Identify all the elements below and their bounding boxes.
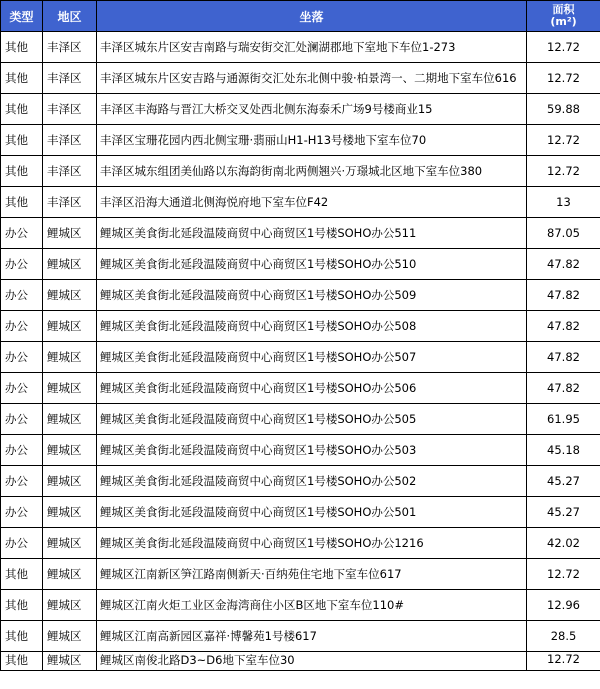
table-row — [1, 32, 600, 63]
cell-region: 鲤城区 — [43, 218, 97, 249]
table-row — [1, 590, 600, 621]
cell-area: 47.82 — [527, 342, 600, 373]
cell-address: 鲤城区美食街北延段温陵商贸中心商贸区1号楼SOHO办公507 — [97, 342, 527, 373]
table-row — [1, 94, 600, 125]
cell-area: 12.96 — [527, 590, 600, 621]
cell-address: 鲤城区美食街北延段温陵商贸中心商贸区1号楼SOHO办公501 — [97, 497, 527, 528]
cell-address: 鲤城区美食街北延段温陵商贸中心商贸区1号楼SOHO办公509 — [97, 280, 527, 311]
cell-address: 鲤城区江南高新园区嘉祥·博馨苑1号楼617 — [97, 621, 527, 652]
cell-address: 鲤城区美食街北延段温陵商贸中心商贸区1号楼SOHO办公502 — [97, 466, 527, 497]
cell-region: 鲤城区 — [43, 280, 97, 311]
cell-type: 其他 — [1, 125, 43, 156]
table-row — [1, 63, 600, 94]
cell-region: 丰泽区 — [43, 156, 97, 187]
cell-area: 47.82 — [527, 280, 600, 311]
cell-type: 办公 — [1, 497, 43, 528]
cell-address: 鲤城区江南新区笋江路南侧新天·百纳苑住宅地下室车位617 — [97, 559, 527, 590]
cell-region: 鲤城区 — [43, 559, 97, 590]
cell-region: 鲤城区 — [43, 590, 97, 621]
table-row — [1, 280, 600, 311]
cell-region: 丰泽区 — [43, 94, 97, 125]
cell-area: 12.72 — [527, 125, 600, 156]
cell-type: 其他 — [1, 621, 43, 652]
cell-address: 鲤城区美食街北延段温陵商贸中心商贸区1号楼SOHO办公503 — [97, 435, 527, 466]
cell-area: 45.18 — [527, 435, 600, 466]
table-row — [1, 528, 600, 559]
cell-area: 59.88 — [527, 94, 600, 125]
table-row — [1, 621, 600, 652]
cell-address: 鲤城区南俊北路D3~D6地下室车位30 — [97, 652, 527, 671]
cell-area: 12.72 — [527, 559, 600, 590]
cell-type: 办公 — [1, 528, 43, 559]
cell-area: 47.82 — [527, 311, 600, 342]
cell-area: 13 — [527, 187, 600, 218]
cell-area: 12.72 — [527, 156, 600, 187]
table-row — [1, 373, 600, 404]
table-row — [1, 435, 600, 466]
table-row — [1, 218, 600, 249]
cell-type: 办公 — [1, 404, 43, 435]
cell-region: 鲤城区 — [43, 497, 97, 528]
cell-address: 丰泽区沿海大通道北侧海悦府地下室车位F42 — [97, 187, 527, 218]
cell-region: 丰泽区 — [43, 32, 97, 63]
cell-type: 办公 — [1, 249, 43, 280]
cell-type: 其他 — [1, 187, 43, 218]
cell-region: 鲤城区 — [43, 249, 97, 280]
cell-region: 鲤城区 — [43, 466, 97, 497]
table-header-row — [1, 1, 600, 32]
cell-address: 鲤城区美食街北延段温陵商贸中心商贸区1号楼SOHO办公1216 — [97, 528, 527, 559]
cell-type: 办公 — [1, 466, 43, 497]
cell-region: 鲤城区 — [43, 621, 97, 652]
cell-type: 其他 — [1, 94, 43, 125]
cell-region: 鲤城区 — [43, 652, 97, 671]
cell-area: 12.72 — [527, 652, 600, 671]
cell-type: 办公 — [1, 435, 43, 466]
table-row — [1, 404, 600, 435]
cell-type: 其他 — [1, 32, 43, 63]
cell-address: 鲤城区美食街北延段温陵商贸中心商贸区1号楼SOHO办公510 — [97, 249, 527, 280]
cell-type: 其他 — [1, 156, 43, 187]
header-type: 类型 — [1, 1, 43, 32]
cell-region: 鲤城区 — [43, 435, 97, 466]
cell-area: 45.27 — [527, 466, 600, 497]
cell-region: 丰泽区 — [43, 125, 97, 156]
cell-area: 12.72 — [527, 32, 600, 63]
table-row — [1, 187, 600, 218]
cell-area: 45.27 — [527, 497, 600, 528]
cell-type: 其他 — [1, 652, 43, 671]
cell-region: 鲤城区 — [43, 342, 97, 373]
cell-type: 其他 — [1, 63, 43, 94]
cell-address: 鲤城区美食街北延段温陵商贸中心商贸区1号楼SOHO办公506 — [97, 373, 527, 404]
table-row — [1, 497, 600, 528]
cell-region: 丰泽区 — [43, 187, 97, 218]
cell-address: 鲤城区美食街北延段温陵商贸中心商贸区1号楼SOHO办公511 — [97, 218, 527, 249]
cell-region: 鲤城区 — [43, 311, 97, 342]
table-row — [1, 466, 600, 497]
cell-type: 办公 — [1, 342, 43, 373]
cell-address: 丰泽区丰海路与晋江大桥交叉处西北侧东海泰禾广场9号楼商业15 — [97, 94, 527, 125]
cell-address: 丰泽区城东片区安吉路与通源街交汇处东北侧中骏·柏景湾一、二期地下室车位616 — [97, 63, 527, 94]
table-row — [1, 311, 600, 342]
cell-area: 47.82 — [527, 249, 600, 280]
cell-region: 鲤城区 — [43, 404, 97, 435]
cell-area: 12.72 — [527, 63, 600, 94]
cell-region: 鲤城区 — [43, 373, 97, 404]
cell-address: 丰泽区城东片区安吉南路与瑞安街交汇处澜湖郡地下室地下车位1-273 — [97, 32, 527, 63]
cell-type: 办公 — [1, 280, 43, 311]
table-row — [1, 156, 600, 187]
cell-type: 其他 — [1, 590, 43, 621]
cell-address: 丰泽区宝珊花园内西北侧宝珊·翡丽山H1-H13号楼地下室车位70 — [97, 125, 527, 156]
cell-area: 47.82 — [527, 373, 600, 404]
cell-address: 丰泽区城东组团美仙路以东海韵街南北两侧翘兴·万璟城北区地下室车位380 — [97, 156, 527, 187]
cell-address: 鲤城区美食街北延段温陵商贸中心商贸区1号楼SOHO办公508 — [97, 311, 527, 342]
cell-area: 87.05 — [527, 218, 600, 249]
cell-area: 28.5 — [527, 621, 600, 652]
header-area-label: 面积 — [552, 3, 575, 16]
table-row — [1, 249, 600, 280]
cell-type: 其他 — [1, 559, 43, 590]
table-row — [1, 559, 600, 590]
header-area-unit: (m²) — [550, 15, 577, 28]
cell-type: 办公 — [1, 218, 43, 249]
table-row — [1, 652, 600, 671]
cell-type: 办公 — [1, 373, 43, 404]
cell-type: 办公 — [1, 311, 43, 342]
header-area — [527, 1, 600, 32]
table-row — [1, 125, 600, 156]
cell-region: 鲤城区 — [43, 528, 97, 559]
cell-area: 61.95 — [527, 404, 600, 435]
cell-address: 鲤城区江南火炬工业区金海湾商住小区B区地下室车位110# — [97, 590, 527, 621]
cell-address: 鲤城区美食街北延段温陵商贸中心商贸区1号楼SOHO办公505 — [97, 404, 527, 435]
header-region: 地区 — [43, 1, 97, 32]
table-row — [1, 342, 600, 373]
cell-region: 丰泽区 — [43, 63, 97, 94]
header-address: 坐落 — [97, 1, 527, 32]
cell-area: 42.02 — [527, 528, 600, 559]
